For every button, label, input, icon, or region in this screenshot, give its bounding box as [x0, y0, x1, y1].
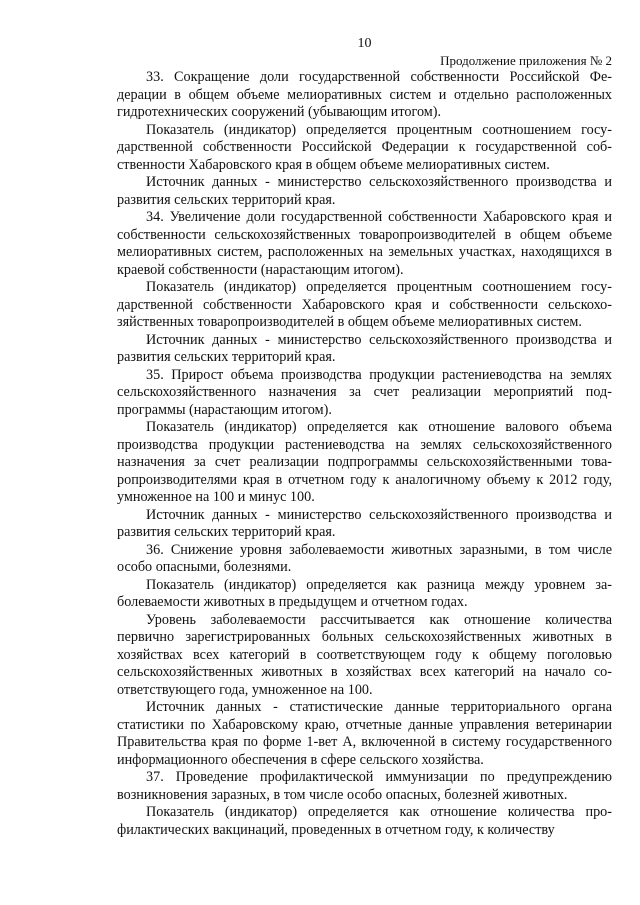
item-35-title: 35. Прирост объема производства продукции растениеводства на землях сельскохозяйственного назначения за счет реализации мероприятий подпрограммы (нарастающим итогом).: [117, 366, 612, 418]
item-34-indicator: Показатель (индикатор) определяется процентным соотношением государственной собственности Хабаровского края и собственности сельскохозяйственных товаропроизводителей в общем объеме мелиоративных систем.: [117, 279, 612, 330]
appendix-continuation-note: Продолжение приложения № 2: [440, 53, 612, 68]
item-36-title: 36. Снижение уровня заболеваемости животных заразными, в том числе особо опасными, болезнями.: [117, 541, 612, 575]
item-37-title: 37. Проведение профилактической иммунизации по предупреждению возникновения заразных, в том числе особо опасных, болезней животных.: [117, 769, 612, 803]
item-35-source: Источник данных - министерство сельскохозяйственного производства и развития сельских территорий края.: [117, 506, 612, 540]
item-36-indicator: Показатель (индикатор) определяется как разница между уровнем заболеваемости животных в предыдущем и отчетном годах.: [117, 576, 612, 610]
item-33-title: 33. Сокращение доли государственной собственности Российской Федерации в общем объеме мелиоративных систем и отдельно расположенных гидротехнических сооружений (убывающим итогом).: [117, 69, 612, 120]
item-36-morbidity-calculation: Уровень заболеваемости рассчитывается как отношение количества первично зарегистрированных больных сельскохозяйственных животных в хозяйствах всех категорий в соответствующем году к общему поголовью сельскохозяйственных животных в хозяйствах всех категорий на начало соответствующего года, умноженное на 100.: [117, 611, 612, 698]
item-33-source: Источник данных - министерство сельскохозяйственного производства и развития сельских территорий края.: [117, 174, 612, 208]
document-body: [117, 69, 612, 839]
item-35-indicator: Показатель (индикатор) определяется как отношение валового объема производства продукции растениеводства на землях сельскохозяйственного назначения за счет реализации подпрограммы сельскохозяйственными товаропроизводителями края в отчетном году к аналогичному объему к 2012 году, умноженное на 100 и минус 100.: [117, 419, 612, 505]
item-37-indicator: Показатель (индикатор) определяется как отношение количества профилактических вакцинаций, проведенных в отчетном году, к количеству: [117, 804, 612, 838]
item-34-title: 34. Увеличение доли государственной собственности Хабаровского края и собственности сельскохозяйственных товаропроизводителей в общем объеме мелиоративных систем, расположенных на земельных участках, находящихся в краевой собственности (нарастающим итогом).: [117, 209, 612, 278]
item-34-source: Источник данных - министерство сельскохозяйственного производства и развития сельских территорий края.: [117, 331, 612, 365]
page-number: 10: [357, 36, 372, 51]
item-36-source: Источник данных - статистические данные территориального органа статистики по Хабаровскому краю, отчетные данные управления ветеринарии Правительства края по форме 1-вет А, включенной в систему государственного информационного обеспечения в сфере сельского хозяйства.: [117, 699, 612, 768]
item-33-indicator: Показатель (индикатор) определяется процентным соотношением государственной собственности Российской Федерации к государственной собственности Хабаровского края в общем объеме мелиоративных систем.: [117, 121, 612, 173]
